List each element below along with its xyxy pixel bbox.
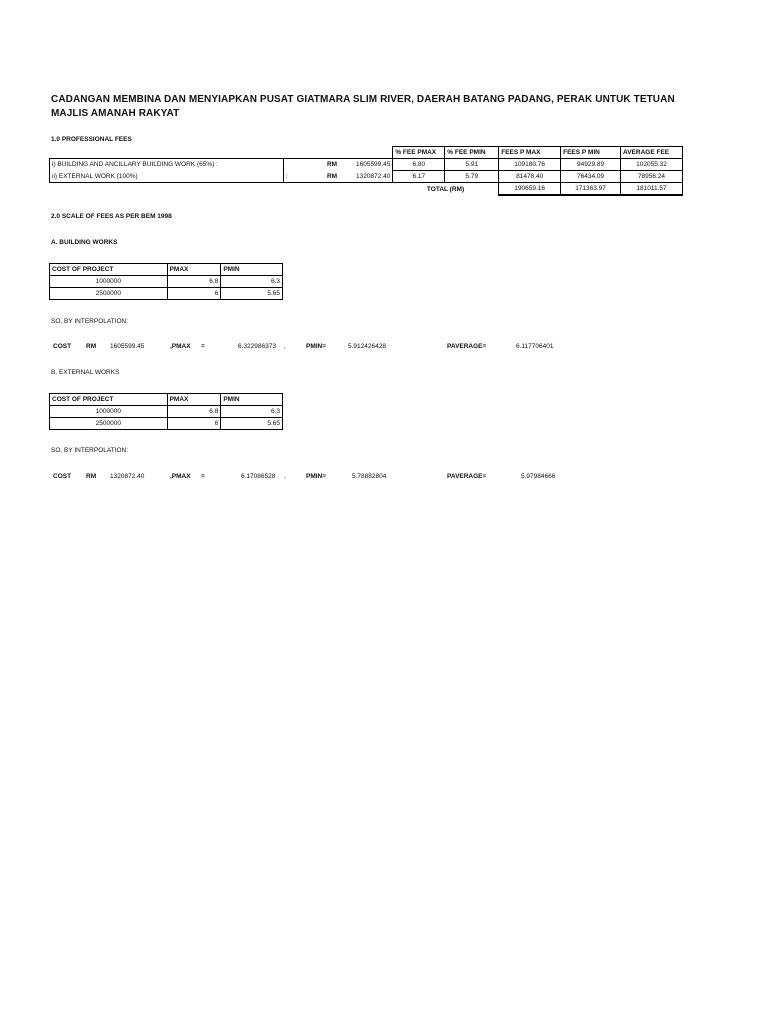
- cost-cell: 2500000: [50, 418, 168, 430]
- row-fees-pmin: 94929.89: [561, 159, 621, 171]
- header-average-fee: AVERAGE FEE: [621, 147, 683, 159]
- fees-total-row: [50, 183, 683, 196]
- currency-label: RM: [86, 473, 97, 480]
- paverage-label: PAVERAGE=: [447, 473, 487, 480]
- pmin-cell: 5.65: [221, 288, 283, 300]
- pmin-label: PMIN=: [306, 473, 327, 480]
- pmin-value: 5.912426428: [348, 343, 386, 350]
- fees-header-row: [50, 147, 683, 159]
- document-title-line2: MAJLIS AMANAH RAKYAT: [51, 108, 180, 119]
- pmin-cell: 6.3: [221, 276, 283, 288]
- pmax-value: 6.17086528: [241, 473, 276, 480]
- row-currency: RM: [325, 171, 345, 183]
- header-cost-of-project: COST OF PROJECT: [50, 394, 168, 406]
- header-pmax: PMAX: [167, 394, 221, 406]
- pmax-cell: 6.8: [167, 406, 221, 418]
- row-amount: 1320872.40: [345, 171, 393, 183]
- header-pmin: PMIN: [221, 264, 283, 276]
- paverage-label: PAVERAGE=: [447, 343, 487, 350]
- header-fee-pmax: % FEE PMAX: [393, 147, 445, 159]
- row-fees-pmin: 76434.09: [561, 171, 621, 183]
- external-works-table: [49, 393, 283, 430]
- row-fee-pmax: 6.17: [393, 171, 445, 183]
- professional-fees-table: [49, 146, 683, 196]
- comma: ,: [284, 343, 286, 350]
- row-fees-pmax: 109180.76: [499, 159, 561, 171]
- cost-value: 1605599.45: [110, 343, 145, 350]
- pmax-cell: 6.8: [167, 276, 221, 288]
- interpolation-label-external: SO, BY INTERPOLATION:: [51, 447, 129, 454]
- row-fees-pmax: 81478.40: [499, 171, 561, 183]
- row-fee-pmin: 5.91: [445, 159, 499, 171]
- pmax-cell: 6: [167, 288, 221, 300]
- cost-cell: 1000000: [50, 406, 168, 418]
- equals-sign: =: [201, 473, 205, 480]
- pmin-cell: 5.65: [221, 418, 283, 430]
- total-fees-pmax: 190659.16: [499, 183, 561, 196]
- header-fees-pmin: FEES P MIN: [561, 147, 621, 159]
- row-fee-pmin: 5.79: [445, 171, 499, 183]
- row-amount: 1605599.45: [345, 159, 393, 171]
- table-header-row: [50, 394, 283, 406]
- currency-label: RM: [86, 343, 97, 350]
- cost-label: COST: [53, 473, 72, 480]
- table-row: [50, 288, 283, 300]
- table-row: [50, 406, 283, 418]
- document-title-line1: CADANGAN MEMBINA DAN MENYIAPKAN PUSAT GIATMARA SLIM RIVER, DAERAH BATANG PADANG, PERAK UNTUK TETUAN: [51, 94, 675, 105]
- row-currency: RM: [325, 159, 345, 171]
- equals-sign: =: [201, 343, 205, 350]
- paverage-value: 5.97984666: [521, 473, 556, 480]
- header-pmin: PMIN: [221, 394, 283, 406]
- cost-value: 1320872.40: [110, 473, 145, 480]
- section-heading-scale-of-fees: 2.0 SCALE OF FEES AS PER BEM 1998: [51, 213, 172, 220]
- pmax-label: ,PMAX: [170, 473, 191, 480]
- row-description: ii) EXTERNAL WORK (100%): [50, 171, 284, 183]
- paverage-value: 6.117706401: [516, 343, 554, 350]
- header-pmax: PMAX: [167, 264, 221, 276]
- row-average-fee: 102055.32: [621, 159, 683, 171]
- pmin-value: 5.78882804: [352, 473, 387, 480]
- cost-cell: 1000000: [50, 276, 168, 288]
- cost-label: COST: [53, 343, 72, 350]
- table-header-row: [50, 264, 283, 276]
- row-colon: :: [283, 171, 325, 183]
- section-heading-professional-fees: 1.0 PROFESSIONAL FEES: [51, 136, 132, 143]
- pmin-label: PMIN=: [306, 343, 327, 350]
- subheading-building-works: A. BUILDING WORKS: [51, 239, 118, 246]
- pmax-value: 6.322986373: [238, 343, 276, 350]
- interpolation-label-building: SO, BY INTERPOLATION:: [51, 318, 129, 325]
- pmin-cell: 6.3: [221, 406, 283, 418]
- pmax-label: ,PMAX: [170, 343, 191, 350]
- row-average-fee: 78956.24: [621, 171, 683, 183]
- fees-row-external: [50, 171, 683, 183]
- total-fees-pmin: 171363.97: [561, 183, 621, 196]
- subheading-external-works: B. EXTERNAL WORKS: [51, 369, 120, 376]
- cost-cell: 2500000: [50, 288, 168, 300]
- header-fees-pmax: FEES P MAX: [499, 147, 561, 159]
- building-works-table: [49, 263, 283, 300]
- table-row: [50, 276, 283, 288]
- pmax-cell: 6: [167, 418, 221, 430]
- table-row: [50, 418, 283, 430]
- row-description: i) BUILDING AND ANCILLARY BUILDING WORK (65%) :: [50, 159, 284, 171]
- total-average-fee: 181011.57: [621, 183, 683, 196]
- header-fee-pmin: % FEE PMIN: [445, 147, 499, 159]
- comma: ,: [284, 473, 286, 480]
- header-cost-of-project: COST OF PROJECT: [50, 264, 168, 276]
- total-label: TOTAL (RM): [426, 185, 465, 193]
- fees-row-building: [50, 159, 683, 171]
- row-fee-pmax: 6.80: [393, 159, 445, 171]
